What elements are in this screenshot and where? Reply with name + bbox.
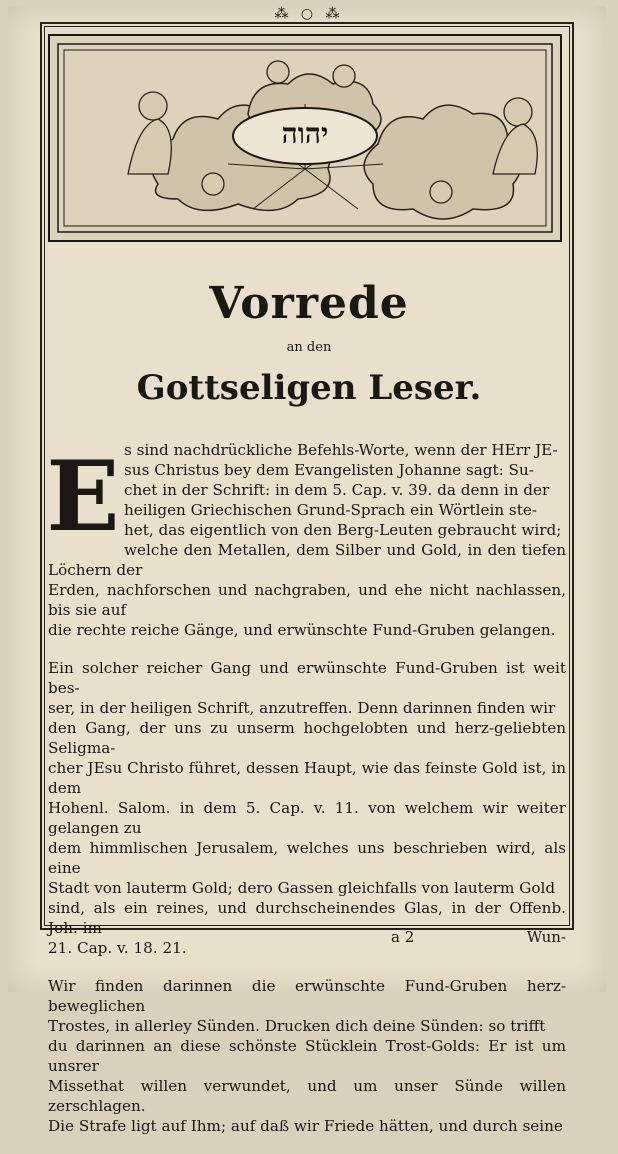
line: ser, in der heiligen Schrift, anzutreffen. Denn darinnen finden wir bbox=[48, 699, 556, 717]
line: Trostes, in allerley Sünden. Drucken dich deine Sünden: so trifft bbox=[48, 1017, 546, 1035]
line: heiligen Griechischen Grund-Sprach ein Wörtlein ste- bbox=[124, 501, 537, 519]
line: dem himmlischen Jerusalem, welches uns beschrieben wird, als eine bbox=[48, 839, 566, 877]
line: du darinnen an diese schönste Stücklein Trost-Golds: Er ist um unsrer bbox=[48, 1037, 566, 1075]
line: den Gang, der uns zu unserm hochgelobten und herz-geliebten Seligma- bbox=[48, 719, 566, 757]
line: sind, als ein reines, und durchscheinendes Glas, in der Offenb. Joh. im bbox=[48, 899, 566, 937]
page-footer bbox=[48, 928, 566, 948]
line: welche den Metallen, dem Silber und Gold, in den tiefen Löchern der bbox=[48, 541, 566, 579]
page-title: Vorrede bbox=[209, 278, 409, 329]
paragraph-2 bbox=[48, 658, 566, 958]
signature-mark: a 2 bbox=[391, 928, 415, 946]
divine-name-hebrew: יהוה bbox=[281, 117, 329, 150]
line: Erden, nachforschen und nachgraben, und ehe nicht nachlassen, bis sie auf bbox=[48, 581, 566, 619]
line: Ein solcher reicher Gang und erwünschte Fund-Gruben ist weit bes- bbox=[48, 659, 566, 697]
line: sus Christus bey dem Evangelisten Johanne sagt: Su- bbox=[124, 461, 534, 479]
top-ornament: ⁂ ○ ⁂ bbox=[274, 6, 344, 22]
dropcap-initial bbox=[48, 440, 118, 550]
line: cher JEsu Christo führet, dessen Haupt, wie das feinste Gold ist, in dem bbox=[48, 759, 566, 797]
line: Missethat willen verwundet, und um unser Sünde willen zerschlagen. bbox=[48, 1077, 566, 1115]
line: 21. Cap. v. 18. 21. bbox=[48, 939, 187, 957]
paragraph-3 bbox=[48, 976, 566, 1136]
line: chet in der Schrift: in dem 5. Cap. v. 39. da denn in der bbox=[124, 481, 550, 499]
page-title-secondary: Gottseligen Leser. bbox=[136, 368, 482, 408]
line: Stadt von lauterm Gold; dero Gassen gleichfalls von lauterm Gold bbox=[48, 879, 556, 897]
line: het, das eigentlich von den Berg-Leuten gebraucht wird; bbox=[124, 521, 562, 539]
line: Die Strafe ligt auf Ihm; auf daß wir Friede hätten, und durch seine bbox=[48, 1117, 563, 1135]
dropcap-letter: E bbox=[48, 440, 118, 550]
paragraph-1 bbox=[48, 440, 566, 640]
body-text bbox=[48, 440, 566, 1154]
catchword: Wun- bbox=[526, 928, 566, 946]
line: s sind nachdrückliche Befehls-Worte, wenn der HErr JE- bbox=[124, 441, 558, 459]
line: Hohenl. Salom. in dem 5. Cap. v. 11. von welchem wir weiter gelangen zu bbox=[48, 799, 566, 837]
line: die rechte reiche Gänge, und erwünschte Fund-Gruben gelangen. bbox=[48, 621, 556, 639]
line: Wir finden darinnen die erwünschte Fund-Gruben herz-beweglichen bbox=[48, 977, 566, 1015]
page-subtitle: an den bbox=[286, 340, 332, 355]
